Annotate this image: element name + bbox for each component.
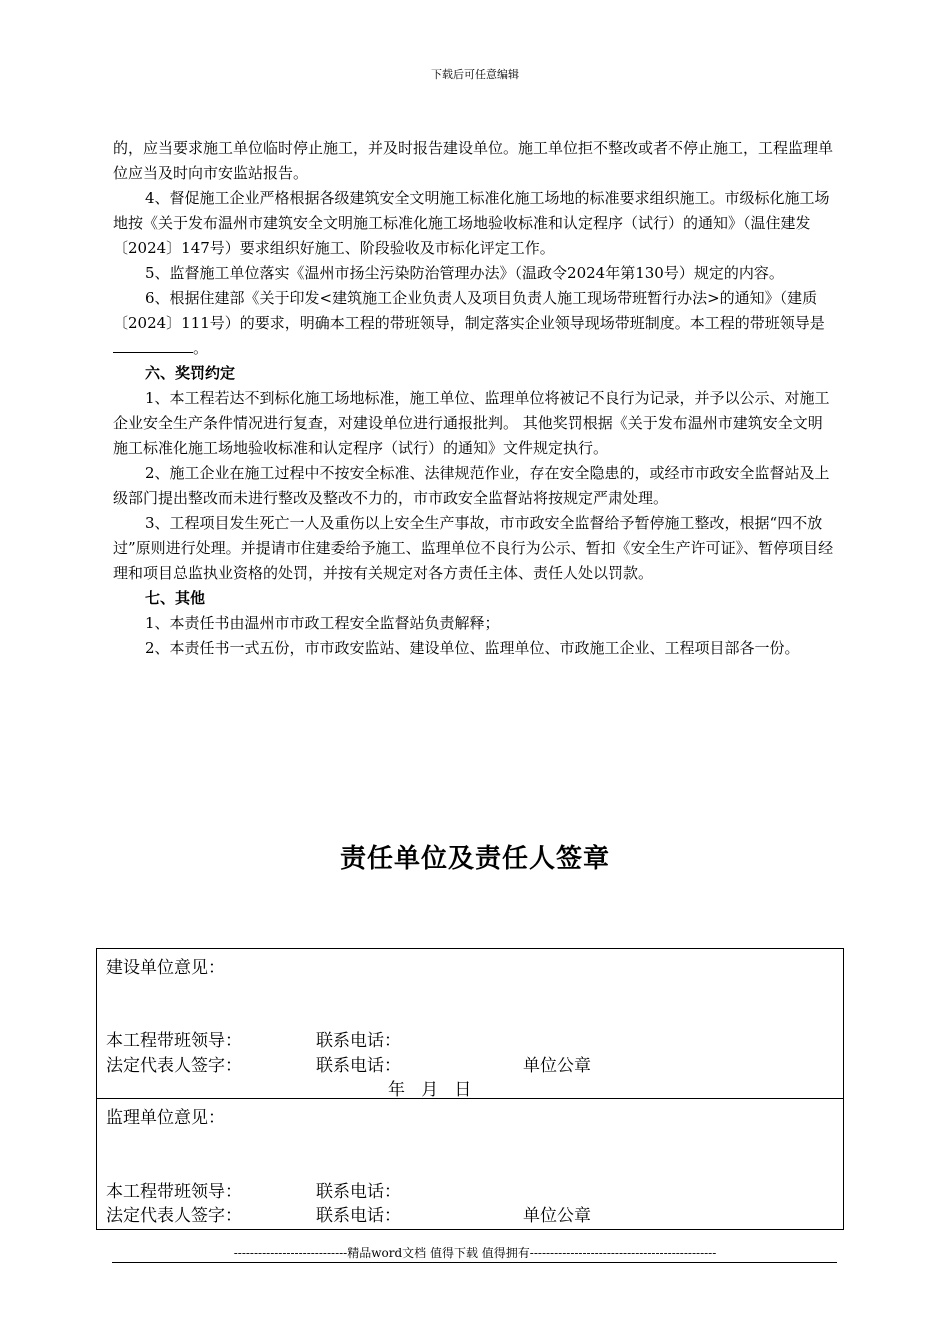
paragraph: 2、施工企业在施工过程中不按安全标准、法律规范作业，存在安全隐患的，或经市市政安全监督站及上级部门提出整改而未进行整改及整改不力的，市市政安全监督站将按规定严肃处理。: [113, 464, 830, 507]
paragraph-suffix: 。: [193, 339, 209, 357]
construction-phone-label-2: 联系电话：: [316, 1056, 401, 1076]
paragraph-text: 6、根据住建部《关于印发<建筑施工企业负责人及项目负责人施工现场带班暂行办法>的通知》（建质〔2024〕111号）的要求，明确本工程的带班领导，制定落实企业领导现场带班制度。本工程的带班领导是: [113, 289, 825, 332]
construction-phone-label: 联系电话：: [316, 1031, 401, 1051]
supervision-unit-block: [97, 1099, 843, 1231]
fill-blank[interactable]: [113, 338, 193, 353]
footer-divider: [112, 1262, 837, 1263]
construction-legal-label: 法定代表人签字：: [106, 1056, 242, 1076]
signature-title: 责任单位及责任人签章: [339, 844, 610, 874]
construction-seal-label: 单位公章: [523, 1056, 591, 1076]
page-footer: ----------------------------精品word文档 值得下载 值得拥有----------------------------------------------: [233, 1246, 717, 1260]
paragraph: 1、本责任书由温州市市政工程安全监督站负责解释；: [145, 614, 500, 632]
document-body: [113, 136, 837, 661]
supervision-phone-label-2: 联系电话：: [316, 1206, 401, 1226]
paragraph: 4、督促施工企业严格根据各级建筑安全文明施工标准化施工场地的标准要求组织施工。市级标化施工场地按《关于发布温州市建筑安全文明施工标准化施工场地验收标准和认定程序（试行）的通知》（温住建发〔2024〕147号）要求组织好施工、阶段验收及市标化评定工作。: [113, 189, 830, 257]
supervision-opinion-label: 监理单位意见：: [106, 1108, 225, 1128]
supervision-legal-label: 法定代表人签字：: [106, 1206, 242, 1226]
signature-table: [96, 948, 844, 1230]
section-heading: 七、其他: [145, 589, 206, 607]
construction-date-label: 年 月 日: [388, 1080, 472, 1100]
construction-leader-label: 本工程带班领导：: [106, 1031, 242, 1051]
paragraph: 的，应当要求施工单位临时停止施工，并及时报告建设单位。施工单位拒不整改或者不停止施工，工程监理单位应当及时向市安监站报告。: [113, 139, 834, 182]
paragraph: [113, 286, 837, 361]
construction-opinion-label: 建设单位意见：: [106, 958, 225, 978]
construction-unit-block: [97, 949, 843, 1099]
paragraph: 2、本责任书一式五份，市市政安监站、建设单位、监理单位、市政施工企业、工程项目部各一份。: [145, 639, 800, 657]
supervision-phone-label: 联系电话：: [316, 1182, 401, 1202]
supervision-leader-label: 本工程带班领导：: [106, 1182, 242, 1202]
page-header: 下载后可任意编辑: [431, 68, 519, 81]
section-heading: 六、奖罚约定: [145, 364, 236, 382]
paragraph: 5、监督施工单位落实《温州市扬尘污染防治管理办法》（温政令2024年第130号）规定的内容。: [145, 264, 784, 282]
paragraph: 3、工程项目发生死亡一人及重伤以上安全生产事故，市市政安全监督给予暂停施工整改，根据“四不放过”原则进行处理。并提请市住建委给予施工、监理单位不良行为公示、暂扣《安全生产许可证》、暂停项目经理和项目总监执业资格的处罚，并按有关规定对各方责任主体、责任人处以罚款。: [113, 514, 834, 582]
paragraph: 1、本工程若达不到标化施工场地标准，施工单位、监理单位将被记不良行为记录，并予以公示、对施工企业安全生产条件情况进行复查，对建设单位进行通报批判。 其他奖罚根据《关于发布温州市建筑安全文明施工标准化施工场地验收标准和认定程序（试行）的通知》文件规定执行。: [113, 389, 830, 457]
supervision-seal-label: 单位公章: [523, 1206, 591, 1226]
